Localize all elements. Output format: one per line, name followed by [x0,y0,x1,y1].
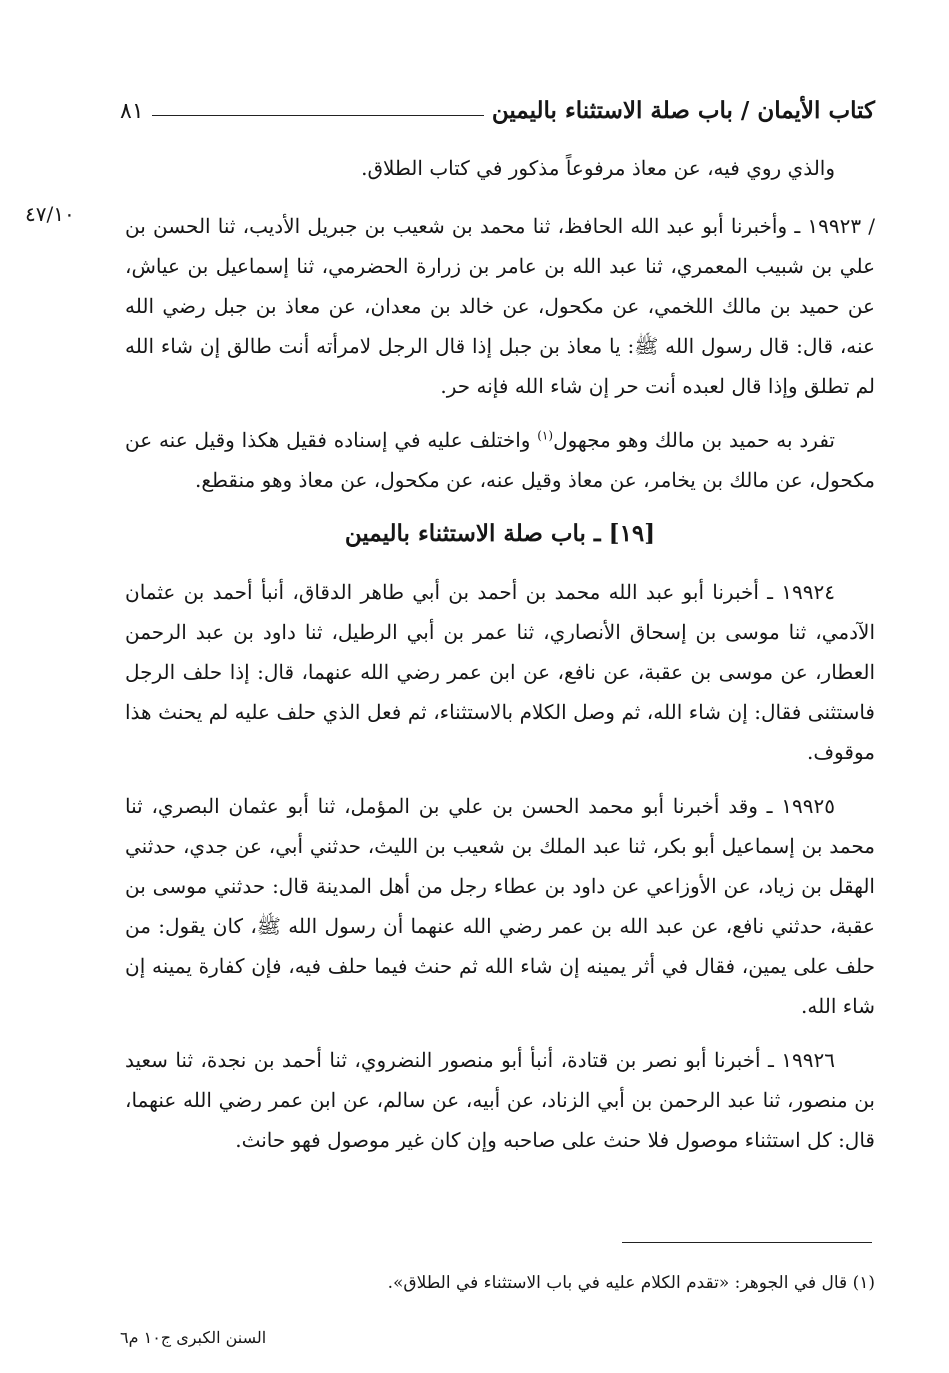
commentary-text-a: تفرد به حميد بن مالك وهو مجهول [553,428,836,452]
running-title: كتاب الأيمان / باب صلة الاستثناء باليمين [491,97,875,124]
footnote-marker[interactable]: (١) [537,428,554,443]
hadith-19926: ١٩٩٢٦ ـ أخبرنا أبو نصر بن قتادة، أنبأ أبو منصور النضروي، ثنا أحمد بن نجدة، ثنا سعيد بن منصور، ثنا عبد الرحمن بن أبي الزناد، عن أبيه، عن سالم، عن ابن عمر رضي الله عنهما، قال: كل استثناء موصول فلا حنث على صاحبه وإن كان غير موصول فهو حانث. [125,1048,875,1152]
main-text [125,148,875,1174]
commentary-paragraph [125,420,875,500]
hadith-19923: / ١٩٩٢٣ ـ وأخبرنا أبو عبد الله الحافظ، ثنا محمد بن شعيب بن جبريل الأديب، ثنا الحسن بن علي بن شبيب المعمري، ثنا عبد الله بن عامر بن زرارة الحضرمي، ثنا إسماعيل بن عياش، عن حميد بن مالك اللخمي، عن مكحول، عن خالد بن معدان، عن معاذ بن جبل رضي الله عنه، قال: قال رسول الله ﷺ: يا معاذ بن جبل إذا قال الرجل لامرأته أنت طالق إن شاء الله لم تطلق وإذا قال لعبده أنت حر إن شاء الله فإنه حر. [125,214,875,398]
footnote: (١) قال في الجوهر: «تقدم الكلام عليه في باب الاستثناء في الطلاق». [387,1273,875,1293]
margin-volume-ref: ٤٧/١٠ [25,202,75,226]
running-header [120,84,875,124]
page-number: ٨١ [120,99,144,124]
section-heading: [١٩] ـ باب صلة الاستثناء باليمين [344,520,656,547]
hadith-19925: ١٩٩٢٥ ـ وقد أخبرنا أبو محمد الحسن بن علي بن المؤمل، ثنا أبو عثمان البصري، ثنا محمد بن إسماعيل أبو بكر، ثنا عبد الملك بن شعيب بن الليث، حدثني أبي، عن جدي، حدثني الهقل بن زياد، عن الأوزاعي عن داود بن عطاء رجل من أهل المدينة قال: حدثني موسى بن عقبة، حدثني نافع، عن عبد الله بن عمر رضي الله عنهما أن رسول الله ﷺ، كان يقول: من حلف على يمين، فقال في أثر يمينه إن شاء الله ثم حنث فيما حلف فيه، فإن كفارة يمينه إن شاء الله. [125,794,875,1018]
printer-signature: السنن الكبرى ج١٠ م٦ [120,1328,267,1347]
paragraph-intro: والذي روي فيه، عن معاذ مرفوعاً مذكور في كتاب الطلاق. [361,156,835,180]
commentary-text-b: واختلف عليه في إسناده فقيل هكذا وقيل عنه عن مكحول، عن مالك بن يخامر، عن معاذ وقيل عنه، عن مكحول، عن معاذ وهو منقطع. [125,428,875,492]
header-rule [152,115,484,116]
footnote-separator [622,1242,872,1243]
hadith-19924: ١٩٩٢٤ ـ أخبرنا أبو عبد الله محمد بن أحمد بن أبي طاهر الدقاق، أنبأ أحمد بن عثمان الآدمي، ثنا موسى بن إسحاق الأنصاري، ثنا عمر بن أبي الرطيل، ثنا داود بن عبد الرحمن العطار، عن موسى بن عقبة، عن نافع، عن ابن عمر رضي الله عنهما، قال: إذا حلف الرجل فاستثنى فقال: إن شاء الله، ثم وصل الكلام بالاستثناء، ثم فعل الذي حلف عليه لم يحنث هذا موقوف. [125,580,875,764]
